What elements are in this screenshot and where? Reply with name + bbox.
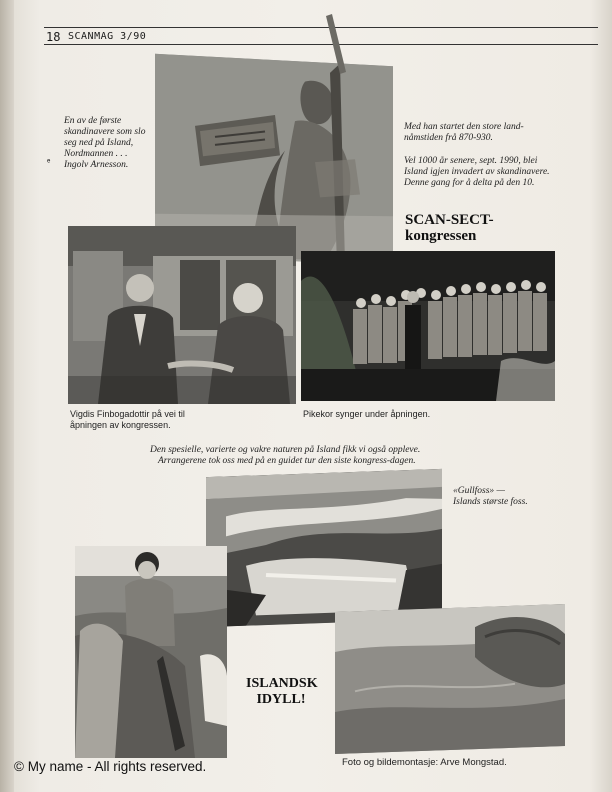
copyright-watermark: © My name - All rights reserved. — [14, 759, 207, 774]
choir-caption: Pikekor synger under åpningen. — [303, 409, 431, 419]
choir-photo — [301, 251, 555, 401]
idyll-headline — [246, 676, 316, 708]
gullfoss-caption-1: «Gullfoss» — — [453, 486, 505, 496]
statue-sword-overhang — [322, 14, 350, 74]
landscape-photo — [335, 604, 565, 754]
issue-label: SCANMAG 3/90 — [68, 31, 147, 42]
landnam-caption-1: Med han startet den store land-nåmstiden frå 870-930. — [404, 122, 524, 143]
statue-caption: En av de første skandinavere som slo seg ned på Island, Nordmannen . . . Ingolv Arnesson. — [64, 116, 146, 170]
page-spine-shadow — [0, 0, 14, 792]
idyll-headline-line-1: ISLANDSK — [246, 676, 318, 691]
gullfoss-photo — [206, 469, 442, 627]
landnam-caption-2: Vel 1000 år senere, sept. 1990, blei Island igjen invadert av skandinavere. Denne gang for å delta på den 10. — [404, 156, 550, 188]
nature-caption-1: Den spesielle, varierte og vakre naturen på Island fikk vi også oppleve. — [150, 445, 421, 455]
congress-headline — [405, 212, 494, 244]
congress-headline-line-1: SCAN-SECT- — [405, 212, 494, 228]
gullfoss-caption-2: Islands største foss. — [453, 497, 528, 507]
vigdis-caption: Vigdis Finbogadottir på vei til åpningen av kongressen. — [70, 409, 185, 430]
congress-headline-line-2: kongressen — [405, 228, 477, 244]
header-rule-bottom — [44, 44, 598, 45]
horse-rider-photo — [75, 546, 227, 758]
nature-caption-2: Arrangerene tok oss med på en guidet tur den siste kongress-dagen. — [158, 456, 416, 466]
photo-credit: Foto og bildemontasje: Arve Mongstad. — [342, 757, 507, 768]
idyll-headline-line-2: IDYLL! — [256, 692, 306, 707]
header-rule-top — [44, 27, 598, 28]
vigdis-photo — [68, 226, 296, 404]
page-number: 18 — [46, 30, 61, 44]
small-mark: ₑ — [47, 154, 51, 164]
